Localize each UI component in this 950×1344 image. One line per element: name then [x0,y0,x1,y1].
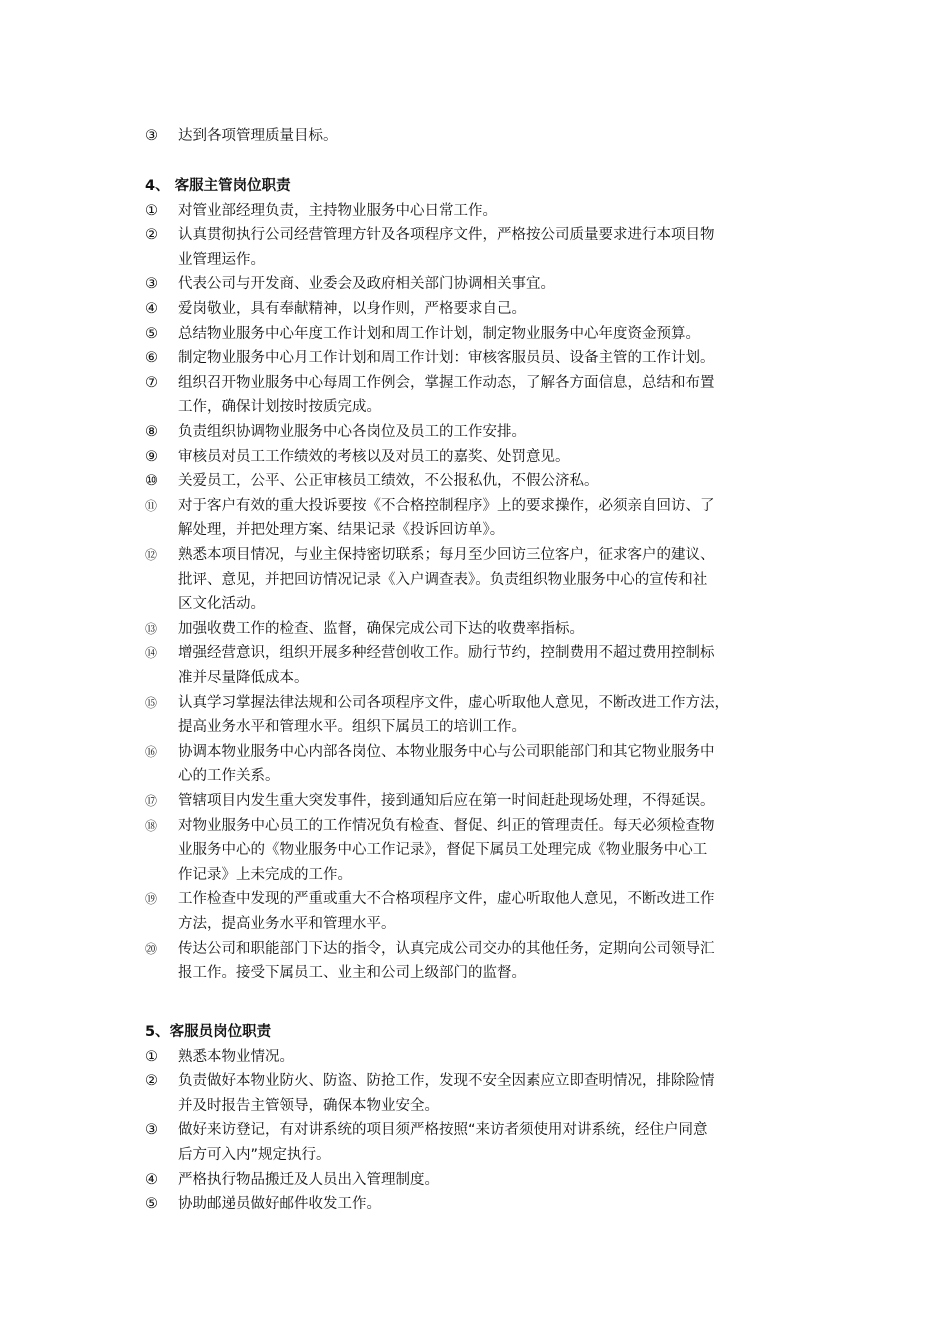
item-text: 严格执行物品搬迁及人员出入管理制度。 [178,1171,439,1188]
item-text: 认真学习掌握法律法规和公司各项程序文件，虚心听取他人意见，不断改进工作方法， [178,694,729,711]
item-number: ⑳ [145,941,158,956]
item-text: 协调本物业服务中心内部各岗位、本物业服务中心与公司职能部门和其它物业服务中 [178,743,715,760]
item-text: 总结物业服务中心年度工作计划和周工作计划，制定物业服务中心年度资金预算。 [178,325,700,342]
item-number: ③ [145,128,158,144]
item-number: ② [145,1073,158,1090]
item-number: ① [145,202,158,219]
item-number: ⑨ [145,448,158,465]
item-number: ⑤ [145,325,158,342]
item-text: 报工作。接受下属员工、业主和公司上级部门的监督。 [178,965,526,982]
item-number: ⑮ [145,695,158,710]
item-text: 作记录》上未完成的工作。 [178,866,352,883]
item-text: 心的工作关系。 [178,768,280,785]
item-number: ⑧ [145,424,158,440]
item-number: ⑤ [145,1196,158,1213]
item-text: 工作，确保计划按时按质完成。 [178,399,381,416]
item-number: ⑭ [145,646,158,661]
item-text: 熟悉本项目情况，与业主保持密切联系；每月至少回访三位客户，征求客户的建议、 [178,547,715,563]
item-text: 方法，提高业务水平和管理水平。 [178,916,396,932]
item-text: 增强经营意识，组织开展多种经营创收工作。励行节约，控制费用不超过费用控制标 [178,645,715,662]
item-text: 负责做好本物业防火、防盗、防抢工作，发现不安全因素应立即查明情况，排除险情 [178,1073,715,1090]
item-number: ③ [145,276,158,293]
section-4-heading: 4、 客服主管岗位职责 [145,178,291,194]
item-number: ① [145,1048,158,1065]
item-number: ⑬ [145,621,158,636]
item-number: ⑦ [145,374,158,391]
item-number: ⑪ [145,498,158,513]
item-text: 准并尽量降低成本。 [178,670,309,686]
item-text: 负责组织协调物业服务中心各岗位及员工的工作安排。 [178,424,526,440]
item-text: 业服务中心的《物业服务中心工作记录》，督促下属员工处理完成《物业服务中心工 [178,842,708,859]
item-number: ⑱ [145,818,158,833]
item-text: 对管业部经理负责，主持物业服务中心日常工作。 [178,202,497,219]
item-number: ⑯ [145,744,158,759]
item-number: ④ [145,301,158,317]
item-text: 熟悉本物业情况。 [178,1048,294,1065]
item-text: 传达公司和职能部门下达的指令，认真完成公司交办的其他任务，定期向公司领导汇 [178,940,715,957]
item-text: 业管理运作。 [178,251,265,268]
item-text: 管辖项目内发生重大突发事件，接到通知后应在第一时间赶赴现场处理，不得延误。 [178,793,715,809]
item-number: ⑥ [145,350,158,367]
item-text: 并及时报告主管领导，确保本物业安全。 [178,1097,439,1114]
item-text: 爱岗敬业，具有奉献精神，以身作则，严格要求自己。 [178,301,526,317]
item-text: 后方可入内”规定执行。 [178,1147,331,1163]
item-text: 区文化活动。 [178,596,265,613]
item-text: 关爱员工，公平、公正审核员工绩效，不公报私仇，不假公济私。 [178,473,599,490]
item-text: 认真贯彻执行公司经营管理方针及各项程序文件，严格按公司质量要求进行本项目物 [178,227,715,244]
item-text: 做好来访登记，有对讲系统的项目须严格按照“来访者须使用对讲系统，经住户同意 [178,1122,708,1139]
item-number: ③ [145,1122,158,1139]
item-number: ④ [145,1171,158,1188]
item-text: 对于客户有效的重大投诉要按《不合格控制程序》上的要求操作，必须亲自回访、了 [178,497,715,514]
item-number: ⑫ [145,548,158,562]
item-number: ② [145,227,158,244]
item-number: ⑰ [145,794,158,808]
item-text: 加强收费工作的检查、监督，确保完成公司下达的收费率指标。 [178,620,584,637]
item-text: 解处理，并把处理方案、结果记录《投诉回访单》。 [178,522,505,539]
item-text: 制定物业服务中心月工作计划和周工作计划：审核客服员员、设备主管的工作计划。 [178,350,715,367]
item-text: 审核员对员工工作绩效的考核以及对员工的嘉奖、处罚意见。 [178,448,570,465]
item-text: 代表公司与开发商、业委会及政府相关部门协调相关事宜。 [178,276,555,293]
item-text: 达到各项管理质量目标。 [178,128,338,144]
item-text: 提高业务水平和管理水平。组织下属员工的培训工作。 [178,719,526,736]
item-text: 批评、意见，并把回访情况记录《入户调查表》。负责组织物业服务中心的宣传和社 [178,571,708,588]
item-number: ⑲ [145,892,158,907]
item-text: 组织召开物业服务中心每周工作例会，掌握工作动态，了解各方面信息，总结和布置 [178,374,715,391]
item-text: 对物业服务中心员工的工作情况负有检查、督促、纠正的管理责任。每天必须检查物 [178,817,715,834]
section-5-heading: 5、客服员岗位职责 [145,1024,272,1040]
item-number: ⑩ [145,473,158,490]
item-text: 工作检查中发现的严重或重大不合格项程序文件，虚心听取他人意见，不断改进工作 [178,891,715,908]
item-text: 协助邮递员做好邮件收发工作。 [178,1196,381,1213]
